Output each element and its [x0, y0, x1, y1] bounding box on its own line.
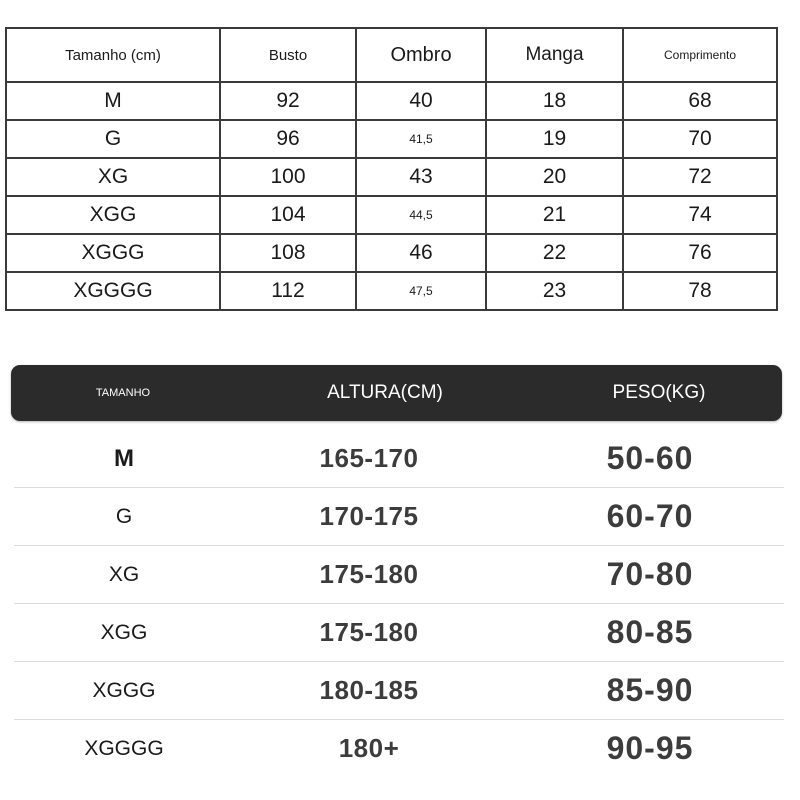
height-cell: 175-180	[319, 617, 419, 647]
size-cell: XG	[6, 158, 220, 196]
weight-cell: 80-85	[606, 614, 694, 650]
size-cell: XGG	[100, 621, 148, 644]
manga-cell: 20	[486, 158, 623, 196]
weight-cell: 85-90	[606, 672, 694, 708]
busto-cell: 96	[220, 120, 356, 158]
height-cell: 175-180	[319, 559, 419, 589]
size-cell: M	[114, 445, 134, 472]
table-row	[6, 82, 777, 120]
size-cell: XGGGG	[6, 272, 220, 310]
table-row	[14, 546, 784, 604]
fit-guide-header	[11, 365, 782, 421]
manga-cell: 19	[486, 120, 623, 158]
ombro-cell: 44,5	[356, 196, 486, 234]
ombro-cell: 43	[356, 158, 486, 196]
size-cell: XGGG	[92, 679, 156, 702]
size-cell: M	[6, 82, 220, 120]
size-cell: XG	[108, 563, 140, 586]
weight-cell: 50-60	[606, 440, 694, 476]
size-cell: XGGGG	[84, 737, 164, 760]
busto-cell: 104	[220, 196, 356, 234]
size-cell: G	[6, 120, 220, 158]
table-row	[14, 430, 784, 488]
comprimento-cell: 70	[623, 120, 777, 158]
fit-guide-table	[14, 430, 784, 777]
busto-cell: 92	[220, 82, 356, 120]
comprimento-cell: 74	[623, 196, 777, 234]
table-row	[14, 662, 784, 720]
header-peso: PESO(KG)	[612, 382, 706, 403]
weight-cell: 70-80	[606, 556, 694, 592]
size-cell: XGGG	[6, 234, 220, 272]
header-tamanho: Tamanho (cm)	[6, 28, 220, 82]
size-cell: XGG	[6, 196, 220, 234]
measurement-header-row	[6, 28, 777, 82]
header-busto: Busto	[220, 28, 356, 82]
height-cell: 170-175	[319, 501, 419, 531]
header-ombro: Ombro	[356, 28, 486, 82]
height-cell: 180+	[338, 733, 400, 763]
ombro-cell: 47,5	[356, 272, 486, 310]
ombro-cell: 46	[356, 234, 486, 272]
table-row	[6, 120, 777, 158]
table-row	[14, 720, 784, 777]
weight-cell: 90-95	[606, 730, 694, 766]
weight-cell: 60-70	[606, 498, 694, 534]
busto-cell: 100	[220, 158, 356, 196]
ombro-cell: 40	[356, 82, 486, 120]
table-row	[6, 196, 777, 234]
ombro-cell: 41,5	[356, 120, 486, 158]
comprimento-cell: 72	[623, 158, 777, 196]
manga-cell: 21	[486, 196, 623, 234]
header-tamanho-fit: TAMANHO	[95, 387, 151, 399]
header-comprimento: Comprimento	[623, 28, 777, 82]
height-cell: 180-185	[319, 675, 419, 705]
busto-cell: 112	[220, 272, 356, 310]
measurement-table	[5, 27, 778, 311]
size-cell: G	[115, 505, 133, 528]
comprimento-cell: 78	[623, 272, 777, 310]
manga-cell: 23	[486, 272, 623, 310]
table-row	[6, 158, 777, 196]
header-altura: ALTURA(CM)	[327, 382, 443, 403]
table-row	[14, 488, 784, 546]
manga-cell: 18	[486, 82, 623, 120]
comprimento-cell: 68	[623, 82, 777, 120]
table-row	[6, 272, 777, 310]
busto-cell: 108	[220, 234, 356, 272]
table-row	[6, 234, 777, 272]
table-row	[14, 604, 784, 662]
comprimento-cell: 76	[623, 234, 777, 272]
header-manga: Manga	[486, 28, 623, 82]
height-cell: 165-170	[319, 443, 419, 473]
manga-cell: 22	[486, 234, 623, 272]
